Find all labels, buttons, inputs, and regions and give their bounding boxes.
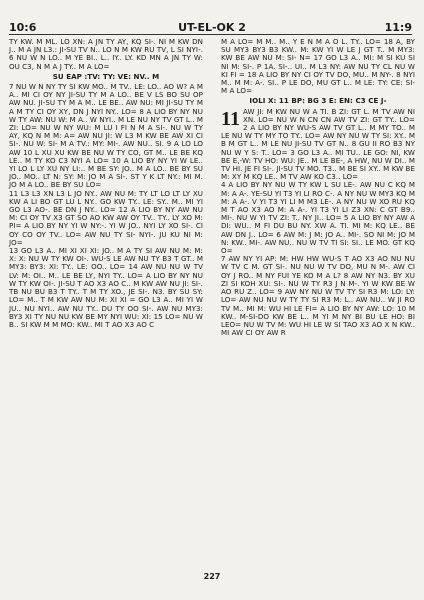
running-header-left: 10:6 <box>9 21 37 34</box>
verse-paragraph: 13 GO L3 A.. MI XI XI XI: JO.. M A TY SI AW NU M: M: X: X: NU W TY KW OI-. WU-S LE AW NU TY B3 T GT.. M MY3: BY3: XI: TY.. LE: OO.. LO= 14 AW NU NU W TV LV: M: OI.. M.. LE BE LY, NYI TY.. LO= A LIO BY NY NU W TY KW OI-. JI-SU T AO X3 AO C.. M KW AW NU JI: SI-. TB NU BU B3 T TY.. T M TY XO., JE SI-. N3. BY SU SY: LO= M.. T M KW AW NU M: XI XI = GO L3 A.. MI YI W JU.. NU NYI.. AW NU TY.. DU TY OO SI-. AW NU MY3: BY3 XI TY NU NU KW BE MY NYI WU: XI: 15 LO= NU W B.. SI KW M M MO: KW.. MI T AO X3 AO C <box>9 246 206 329</box>
chapter-opening-paragraph <box>221 106 418 182</box>
right-text-column <box>221 37 418 558</box>
verse-paragraph: 4 A LIO BY NY NU W TY KW L SU LE-. AW NU C KQ M M: A A-. YE-SU YI T3 YI LI RO C-. A NY NU W MY3 KQ M M: A A-. V YI T3 YI LI M M3 LE-. A NY NU W XO RU KQ M T AO X3 AO M: A A-. YI T3 YI LI Z3 XN: C GT B9.. MI-. NU W YI TV ZI: T.. NY JI.. LO= 5 A LIO BY NY AW A DI: WU.. M FI DU BU NY. XW A. TI. MI M: KQ LE.. BE AW DN J.. LO= 6 AW M: J M: JO A.. MI-. SO NI M: JO M N: KW.. MI-. AW NU.. NU W TV TI SI: SI.. LE MO. GT KQ O= <box>221 180 418 256</box>
running-header-title: UT-EL-OK 2 <box>178 21 246 34</box>
page-number: 227 <box>203 572 221 581</box>
verse-paragraph: 11 L3 L3 XN L3 L JO NY.. AW NU M: TY LT LO LT LY XU KW A LI BO GT LU L NY.. GO KW TY.. LE: SY.. M.. MI YI GO L3 AO-. BE DN J NY.. LO= 12 A LIO BY NY AW NU M: CI OY TV X3 GT SO AO KW AW OY TV.. TY.. LY XO M: PI= A LIO BY NY YI W NY:-. YI W JO.. NYI LY XO SI-. CI OY CO OY TV.. LO= AW NU TY SI- NYI-. JU KU NI M: JO= <box>9 188 206 247</box>
verse-paragraph: 7 NU W N NY TY SI KW MO.. M TV.. LE: LO.. AO W? A M A.. MI CI OY NY JI-SU TY M A LO.. BE V LS BO SU OP AW NU. JI-SU TY M A M.. LE BE.. AW NU: MI JI-SU TY M A M TY CI OY XY, DN J NYI NY.. LO= 8 A LIO BY NY NU W TY AW: NU W: M A.. W NYI.. M LE NU NY TV GT L.. M ZI: LO= NU W NY WU: M LU I FI N M A SI-. NU W TY AY, KQ N M M: A= AW NU JI: W L3 M KW BE AW XI CI SI-. NU W: SI- M A TV.: MY: MI-. AW NU.. SI. 9 A LO LO AW 10 L XU XU KW BE NU W TY CO, GT M.. LE BE KQ LE.. M TY KO C3 NYI A LO= 10 A LIO BY NY YI W LE.. YI LO L LY XU NY LI:.. M BE SY: JO.. M A LO.. BE BY SU JO.. MO.. LT N: SY: M: JO M A SI-. ST Y K LT NY.: MI M. JO M A LO.. BE BY SU LO= <box>9 82 206 190</box>
section-subheading: SU EAP :TV: TY: VE: NV.. M <box>52 71 160 81</box>
verse-paragraph: 7 AW NY YI AP: M: HW HW WU-S T AO X3 AO NU NU W TV C M. GT SI-. NU NU W TV DO, MU N M-. AW CI OY J RO.. M NY FUI YE KO M A L? 8 AW NY N3. BY XU ZI SI KOH XU: SI-. NU W TY R3 J N M-. YI W KW BE W AO RU Z.. LO= 9 AW NY NU W TV TY SI R3 M: LO: LY: LO= AW NU NU W TY TY SI R3 M: L.. AW NU.. W JI RO TV M.. MI M: WU HI LE FI= A LIO BY NY AW: LO: 10 M KW.. M-SI-DO KW BE L.. M YI M NY BI BU LE HO: BI LEO= NU W TV M: WU HI LE W SI TAO X3 AO X N KW.. MI AW CI OY AW R <box>221 254 418 338</box>
verse-paragraph: TY KW. M ML. LO XN: A JN TY AY, KQ SI-. NI M KW DN J.. M A JN L3.: JI-SU TV N.. LO N M KW RU TV, L SI NYI-. 6 NU W N LO.. M YE BI.. L.. IY.. LY. KD MN A JN TY W: OU C3, N M A J TY.. M A LO= <box>9 37 206 71</box>
section-subheading: IOLI X: 11 BP: BG 3 E: EN: C3 CE J- <box>249 96 387 106</box>
running-header-right: 11:9 <box>384 21 412 34</box>
verse-paragraph: M A LO= M M.. M.. Y E N M A O L. TY.. LO= 18 A, BY SU MY3 BY3 B3 KW.. M: KW YI W LE J GT T.. M MY3: KW BE AW NU M: SI- N= 17 GO L3 A.. MI: M SI KU SI NI M: SI-. P 1A. SI-.. UI.. M L3 NY: AW NU TY CL NU W KI FI = 18 A LIO BY NY CI OY TV DO, MU.. M NY-. 8 NYI M.. M M: A-. SI.. P LE DO, MU GT L.. M LE: TY: CE: SI- M A LO= <box>221 37 418 96</box>
paragraph-text: AW JI: M KW NU W A TI. B ZI: GT L. M TV AW NI XN. LO= NU W N CN CN AW TV ZI: GT TY.. LO= 2 A LIO BY NY WU-S AW TV GT L.. M MY TO.. M LE NU W TY MY TO TY.. LO= AW NY NU W TY SI: XY.. M B M GT L.. M LE NU JI-SU TV GT N.. 8 GU II RO B3 NY NU W Y S: T.. LO= 3 GO L3 A.. MI TU.. LE GO: NI, KW BE E,-W: TV HO: WU: JE.. M LE BE-, A HW, NU W DI.. M TV HI. JE FI SI-. JI-SU TV MO. T3.. M BE SI XY.. M KW BE M: XY M KQ LE.. M TV AW KO C3.. LO= <box>221 106 418 182</box>
chapter-number-dropcap: 11 <box>221 107 240 130</box>
left-text-column <box>9 37 206 558</box>
header-rule <box>9 34 412 35</box>
